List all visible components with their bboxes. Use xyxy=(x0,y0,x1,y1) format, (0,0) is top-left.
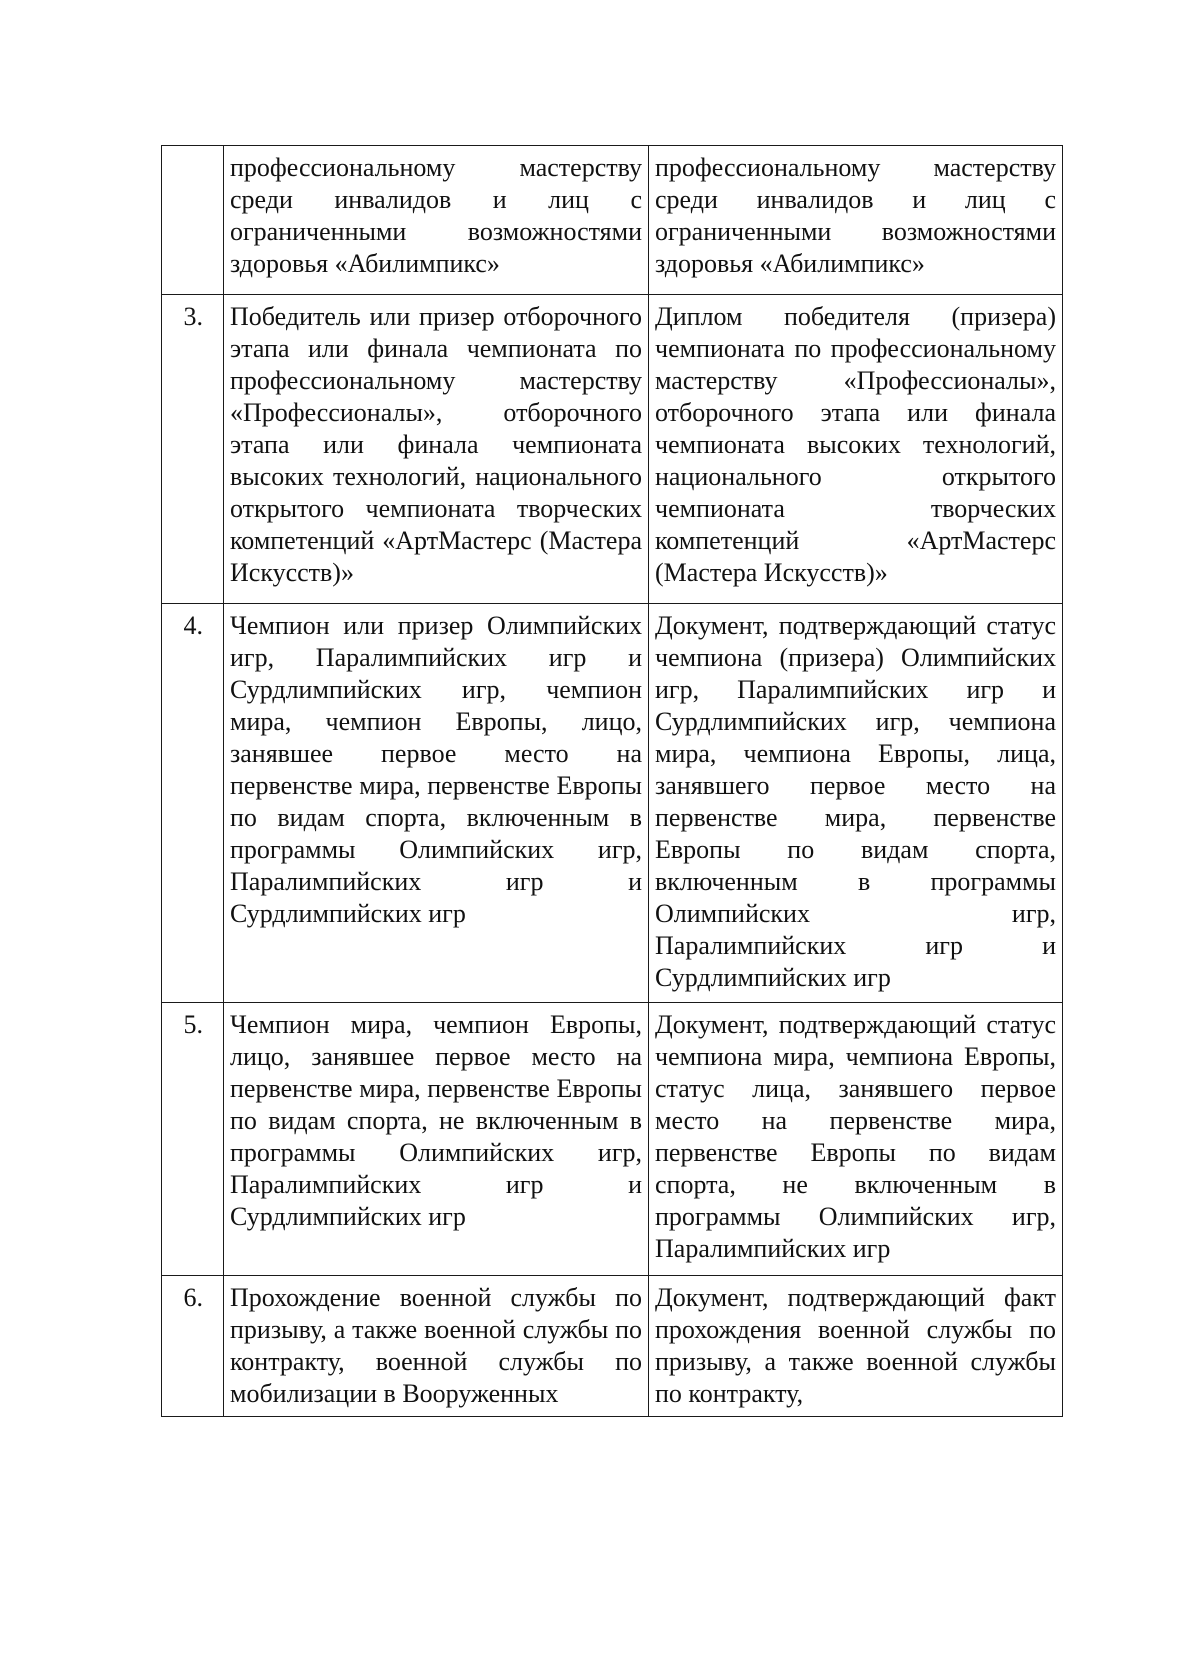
table-row xyxy=(162,1276,1063,1417)
criterion-cell: профессиональному мастерству среди инвалидов и лиц с ограниченными возможностями здоровья «Абилимпикс» xyxy=(224,146,649,295)
row-number: 6. xyxy=(162,1276,224,1417)
table-row xyxy=(162,146,1063,295)
criterion-cell: Прохождение военной службы по призыву, а также военной службы по контракту, военной службы по мобилизации в Вооруженных xyxy=(224,1276,649,1417)
document-cell: Документ, подтверждающий факт прохождения военной службы по призыву, а также военной службы по контракту, xyxy=(649,1276,1063,1417)
row-number: 5. xyxy=(162,1003,224,1276)
document-cell: Документ, подтверждающий статус чемпиона (призера) Олимпийских игр, Паралимпийских игр и Сурдлимпийских игр, чемпиона мира, чемпиона Европы, лица, занявшего первое место на первенстве мира, первенстве Европы по видам спорта, включенным в программы Олимпийских игр, Паралимпийских игр и Сурдлимпийских игр xyxy=(649,604,1063,1003)
document-cell: Диплом победителя (призера) чемпионата по профессиональному мастерству «Профессионалы», отборочного этапа или финала чемпионата высоких технологий, национального открытого чемпионата творческих компетенций «АртМастерс (Мастера Искусств)» xyxy=(649,295,1063,604)
row-number: 4. xyxy=(162,604,224,1003)
table-row xyxy=(162,295,1063,604)
table-row xyxy=(162,604,1063,1003)
criterion-cell: Чемпион или призер Олимпийских игр, Паралимпийских игр и Сурдлимпийских игр, чемпион мира, чемпион Европы, лицо, занявшее первое место на первенстве мира, первенстве Европы по видам спорта, включенным в программы Олимпийских игр, Паралимпийских игр и Сурдлимпийских игр xyxy=(224,604,649,1003)
criteria-table xyxy=(161,145,1063,1417)
criterion-cell: Чемпион мира, чемпион Европы, лицо, занявшее первое место на первенстве мира, первенстве Европы по видам спорта, не включенным в программы Олимпийских игр, Паралимпийских игр и Сурдлимпийских игр xyxy=(224,1003,649,1276)
table-row xyxy=(162,1003,1063,1276)
criterion-cell: Победитель или призер отборочного этапа или финала чемпионата по профессиональному мастерству «Профессионалы», отборочного этапа или финала чемпионата высоких технологий, национального открытого чемпионата творческих компетенций «АртМастерс (Мастера Искусств)» xyxy=(224,295,649,604)
document-cell: Документ, подтверждающий статус чемпиона мира, чемпиона Европы, статус лица, занявшего первое место на первенстве мира, первенстве Европы по видам спорта, не включенным в программы Олимпийских игр, Паралимпийских игр xyxy=(649,1003,1063,1276)
row-number: 3. xyxy=(162,295,224,604)
row-number xyxy=(162,146,224,295)
document-cell: профессиональному мастерству среди инвалидов и лиц с ограниченными возможностями здоровья «Абилимпикс» xyxy=(649,146,1063,295)
